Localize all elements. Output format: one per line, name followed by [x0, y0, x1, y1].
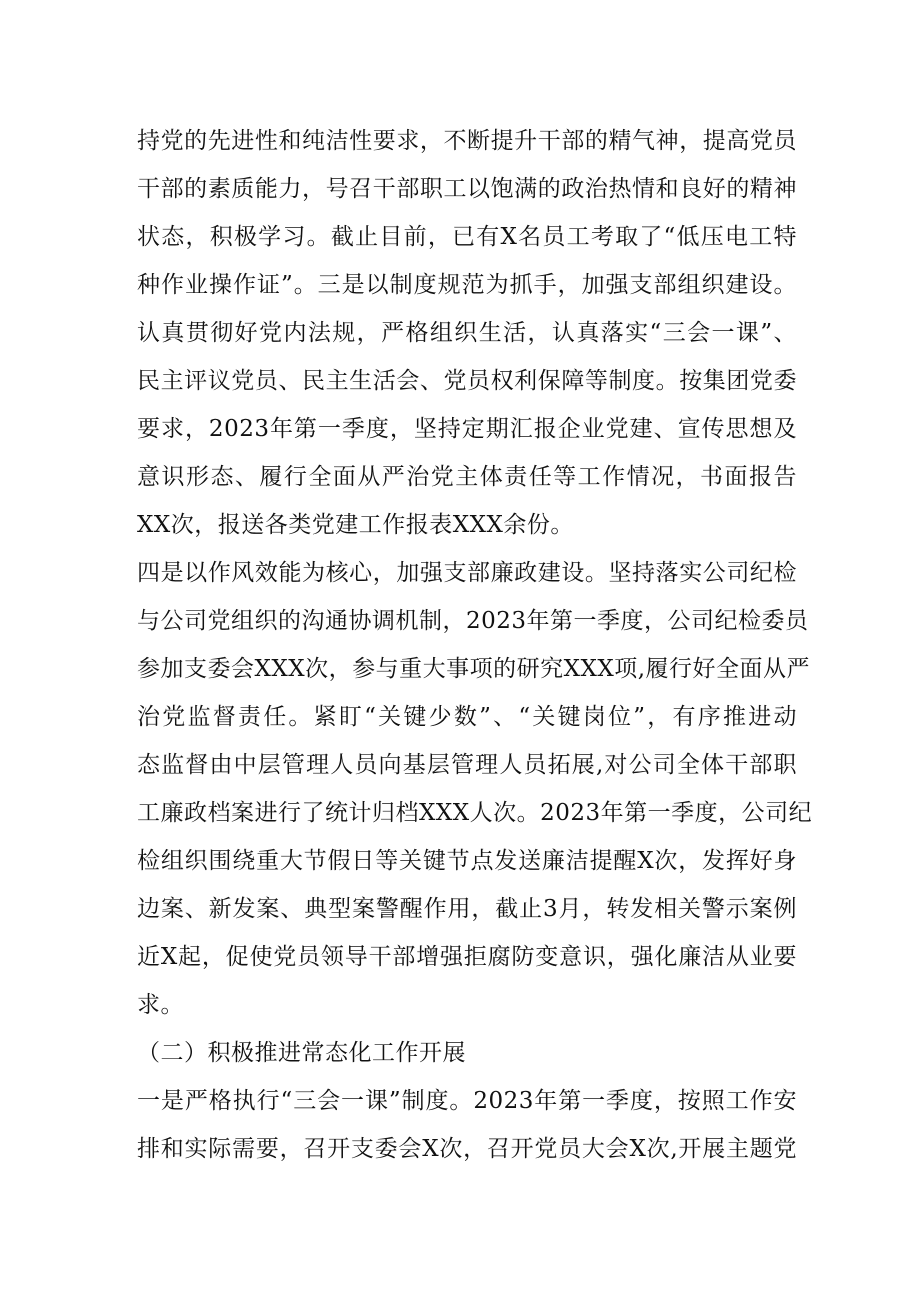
- paragraph-line-17: 边案、新发案、典型案警醒作用，截止3月，转发相关警示案例: [137, 896, 797, 922]
- paragraph-line-16: 检组织围绕重大节假日等关键节点发送廉洁提醒X次，发挥好身: [137, 848, 797, 874]
- section-heading: （二）积极推进常态化工作开展: [137, 1040, 466, 1066]
- paragraph-line-14: 态监督由中层管理人员向基层管理人员拓展,对公司全体干部职: [137, 752, 797, 778]
- paragraph-line-12: 参加支委会XXX次，参与重大事项的研究XXX项,履行好全面从严: [137, 656, 811, 682]
- paragraph-line-8: 意识形态、履行全面从严治党主体责任等工作情况，书面报告: [137, 464, 797, 490]
- paragraph-line-10: 四是以作风效能为核心，加强支部廉政建设。坚持落实公司纪检: [137, 560, 797, 586]
- paragraph-line-4: 种作业操作证”。三是以制度规范为抓手，加强支部组织建设。: [137, 272, 797, 298]
- paragraph-line-21: 一是严格执行“三会一课”制度。2023年第一季度，按照工作安: [137, 1088, 797, 1114]
- paragraph-line-15: 工廉政档案进行了统计归档XXX人次。2023年第一季度，公司纪: [137, 800, 813, 826]
- paragraph-line-1: 持党的先进性和纯洁性要求，不断提升干部的精气神，提高党员: [137, 128, 797, 154]
- paragraph-line-2: 干部的素质能力，号召干部职工以饱满的政治热情和良好的精神: [137, 176, 797, 202]
- paragraph-line-13: 治党监督责任。紧盯“关键少数”、“关键岗位”，有序推进动: [137, 704, 797, 730]
- paragraph-line-3: 状态，积极学习。截止目前，已有X名员工考取了“低压电工特: [137, 224, 797, 250]
- paragraph-line-11: 与公司党组织的沟通协调机制，2023年第一季度，公司纪检委员: [137, 608, 809, 634]
- paragraph-line-6: 民主评议党员、民主生活会、党员权利保障等制度。按集团党委: [137, 368, 797, 394]
- paragraph-line-18: 近X起，促使党员领导干部增强拒腐防变意识，强化廉洁从业要: [137, 944, 797, 970]
- paragraph-line-22: 排和实际需要，召开支委会X次，召开党员大会X次,开展主题党: [137, 1136, 797, 1162]
- paragraph-line-7: 要求，2023年第一季度，坚持定期汇报企业党建、宣传思想及: [137, 416, 797, 442]
- paragraph-line-9: XX次，报送各类党建工作报表XXX余份。: [137, 512, 574, 538]
- paragraph-line-19: 求。: [137, 992, 184, 1018]
- paragraph-line-5: 认真贯彻好党内法规，严格组织生活，认真落实“三会一课”、: [137, 320, 797, 346]
